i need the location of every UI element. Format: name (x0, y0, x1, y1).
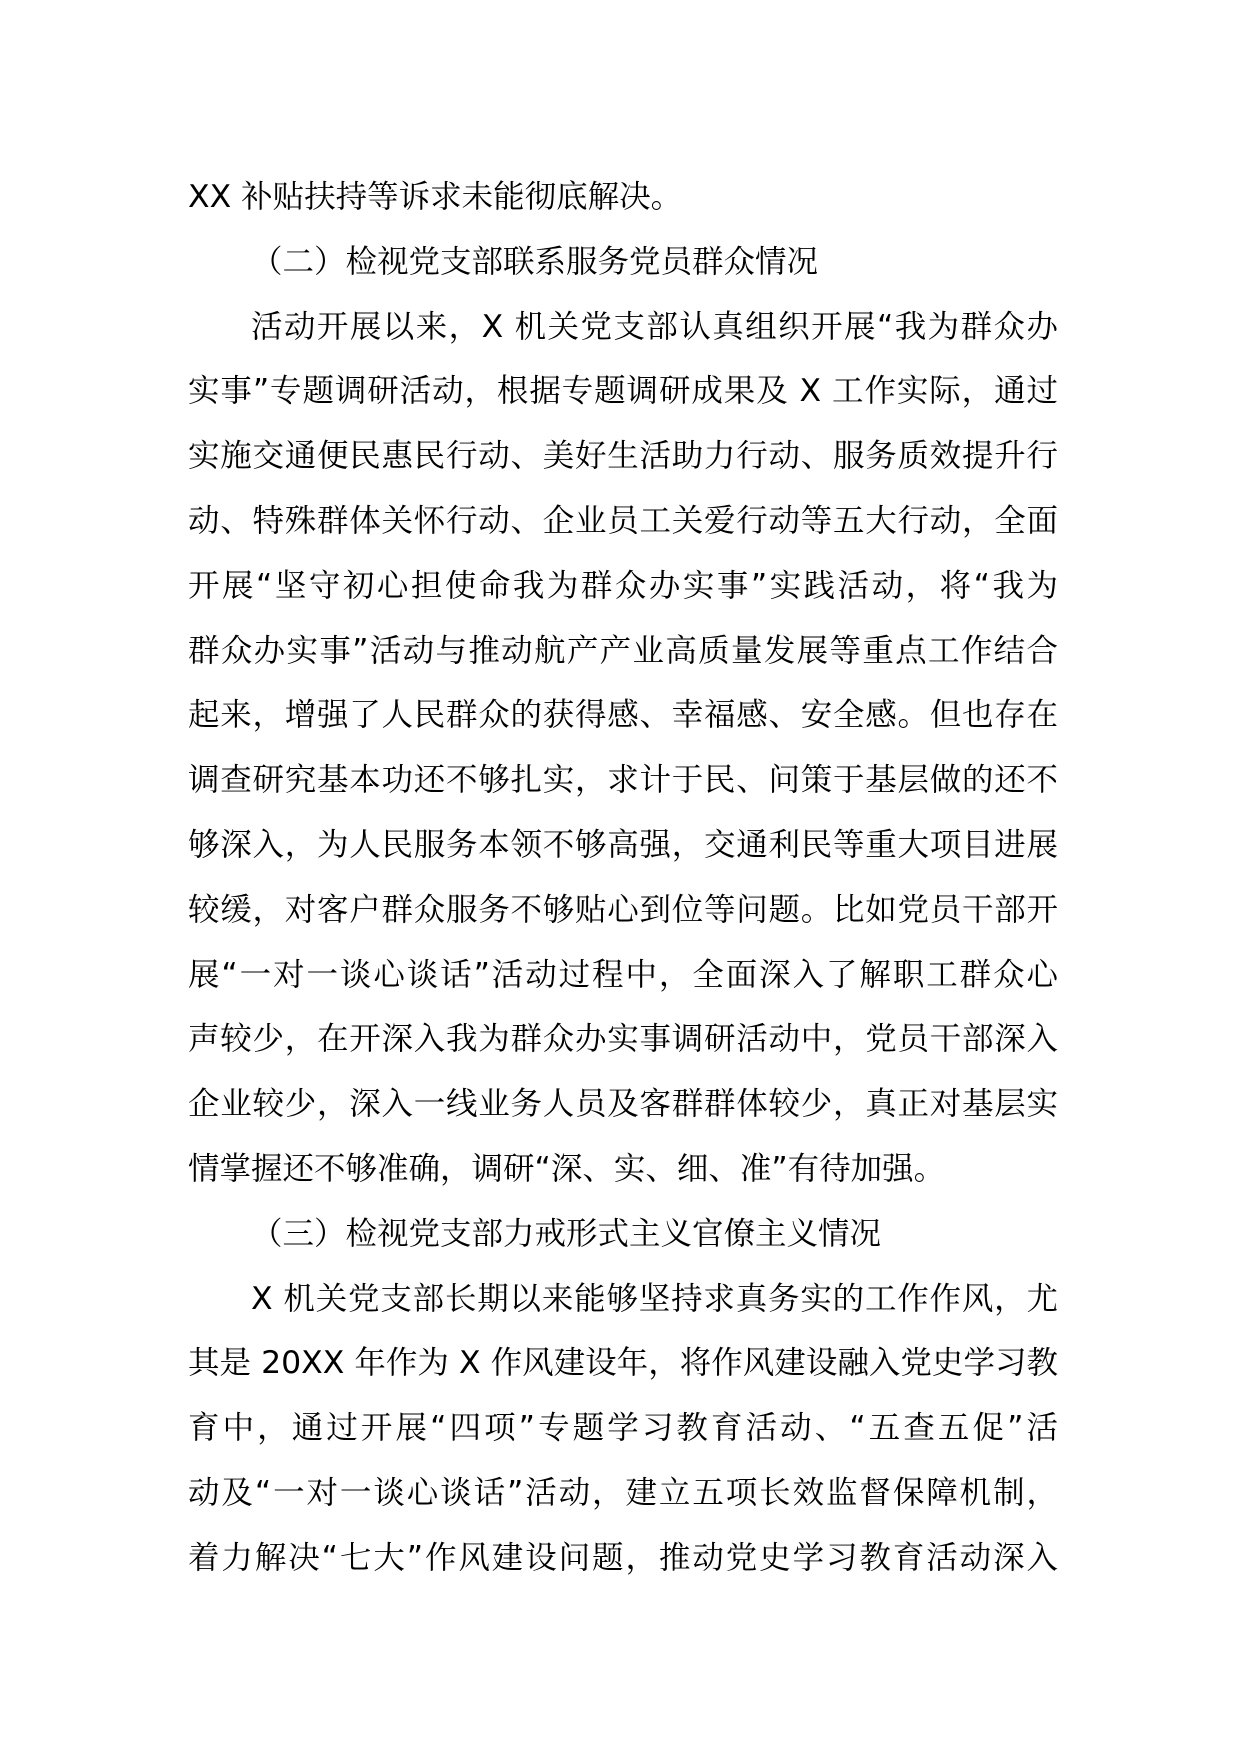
text-line: 育中，通过开展“四项”专题学习教育活动、“五查五促”活 (188, 1410, 1058, 1447)
text-line: 声较少，在开深入我为群众办实事调研活动中，党员干部深入 (188, 1021, 1058, 1058)
text-line: （二）检视党支部联系服务党员群众情况 (251, 243, 819, 280)
text-line: 较缓，对客户群众服务不够贴心到位等问题。比如党员干部开 (188, 891, 1058, 928)
text-line: X 机关党支部长期以来能够坚持求真务实的工作作风，尤 (251, 1280, 1058, 1317)
text-line: 动及“一对一谈心谈话”活动，建立五项长效监督保障机制， (188, 1474, 1058, 1511)
text-line: （三）检视党支部力戒形式主义官僚主义情况 (251, 1215, 882, 1252)
document-body (188, 165, 1058, 1591)
text-line: 够深入，为人民服务本领不够高强，交通利民等重大项目进展 (188, 826, 1058, 863)
text-line: 展“一对一谈心谈话”活动过程中，全面深入了解职工群众心 (188, 956, 1058, 993)
text-line: 动、特殊群体关怀行动、企业员工关爱行动等五大行动，全面 (188, 502, 1058, 539)
text-line: 起来，增强了人民群众的获得感、幸福感、安全感。但也存在 (188, 697, 1058, 734)
text-line: 着力解决“七大”作风建设问题，推动党史学习教育活动深入 (188, 1539, 1058, 1576)
text-line: XX 补贴扶持等诉求未能彻底解决。 (188, 179, 683, 215)
text-line: 群众办实事”活动与推动航产产业高质量发展等重点工作结合 (188, 632, 1058, 669)
text-line: 企业较少，深入一线业务人员及客群群体较少，真正对基层实 (188, 1086, 1058, 1123)
text-line: 开展“坚守初心担使命我为群众办实事”实践活动，将“我为 (188, 567, 1058, 604)
text-line: 实事”专题调研活动，根据专题调研成果及 X 工作实际，通过 (188, 373, 1058, 410)
text-line: 实施交通便民惠民行动、美好生活助力行动、服务质效提升行 (188, 438, 1058, 475)
text-line: 活动开展以来，X 机关党支部认真组织开展“我为群众办 (251, 308, 1058, 345)
text-line: 其是 20XX 年作为 X 作风建设年，将作风建设融入党史学习教 (188, 1345, 1058, 1382)
text-line: 情掌握还不够准确，调研“深、实、细、准”有待加强。 (188, 1150, 946, 1187)
text-line: 调查研究基本功还不够扎实，求计于民、问策于基层做的还不 (188, 762, 1058, 799)
